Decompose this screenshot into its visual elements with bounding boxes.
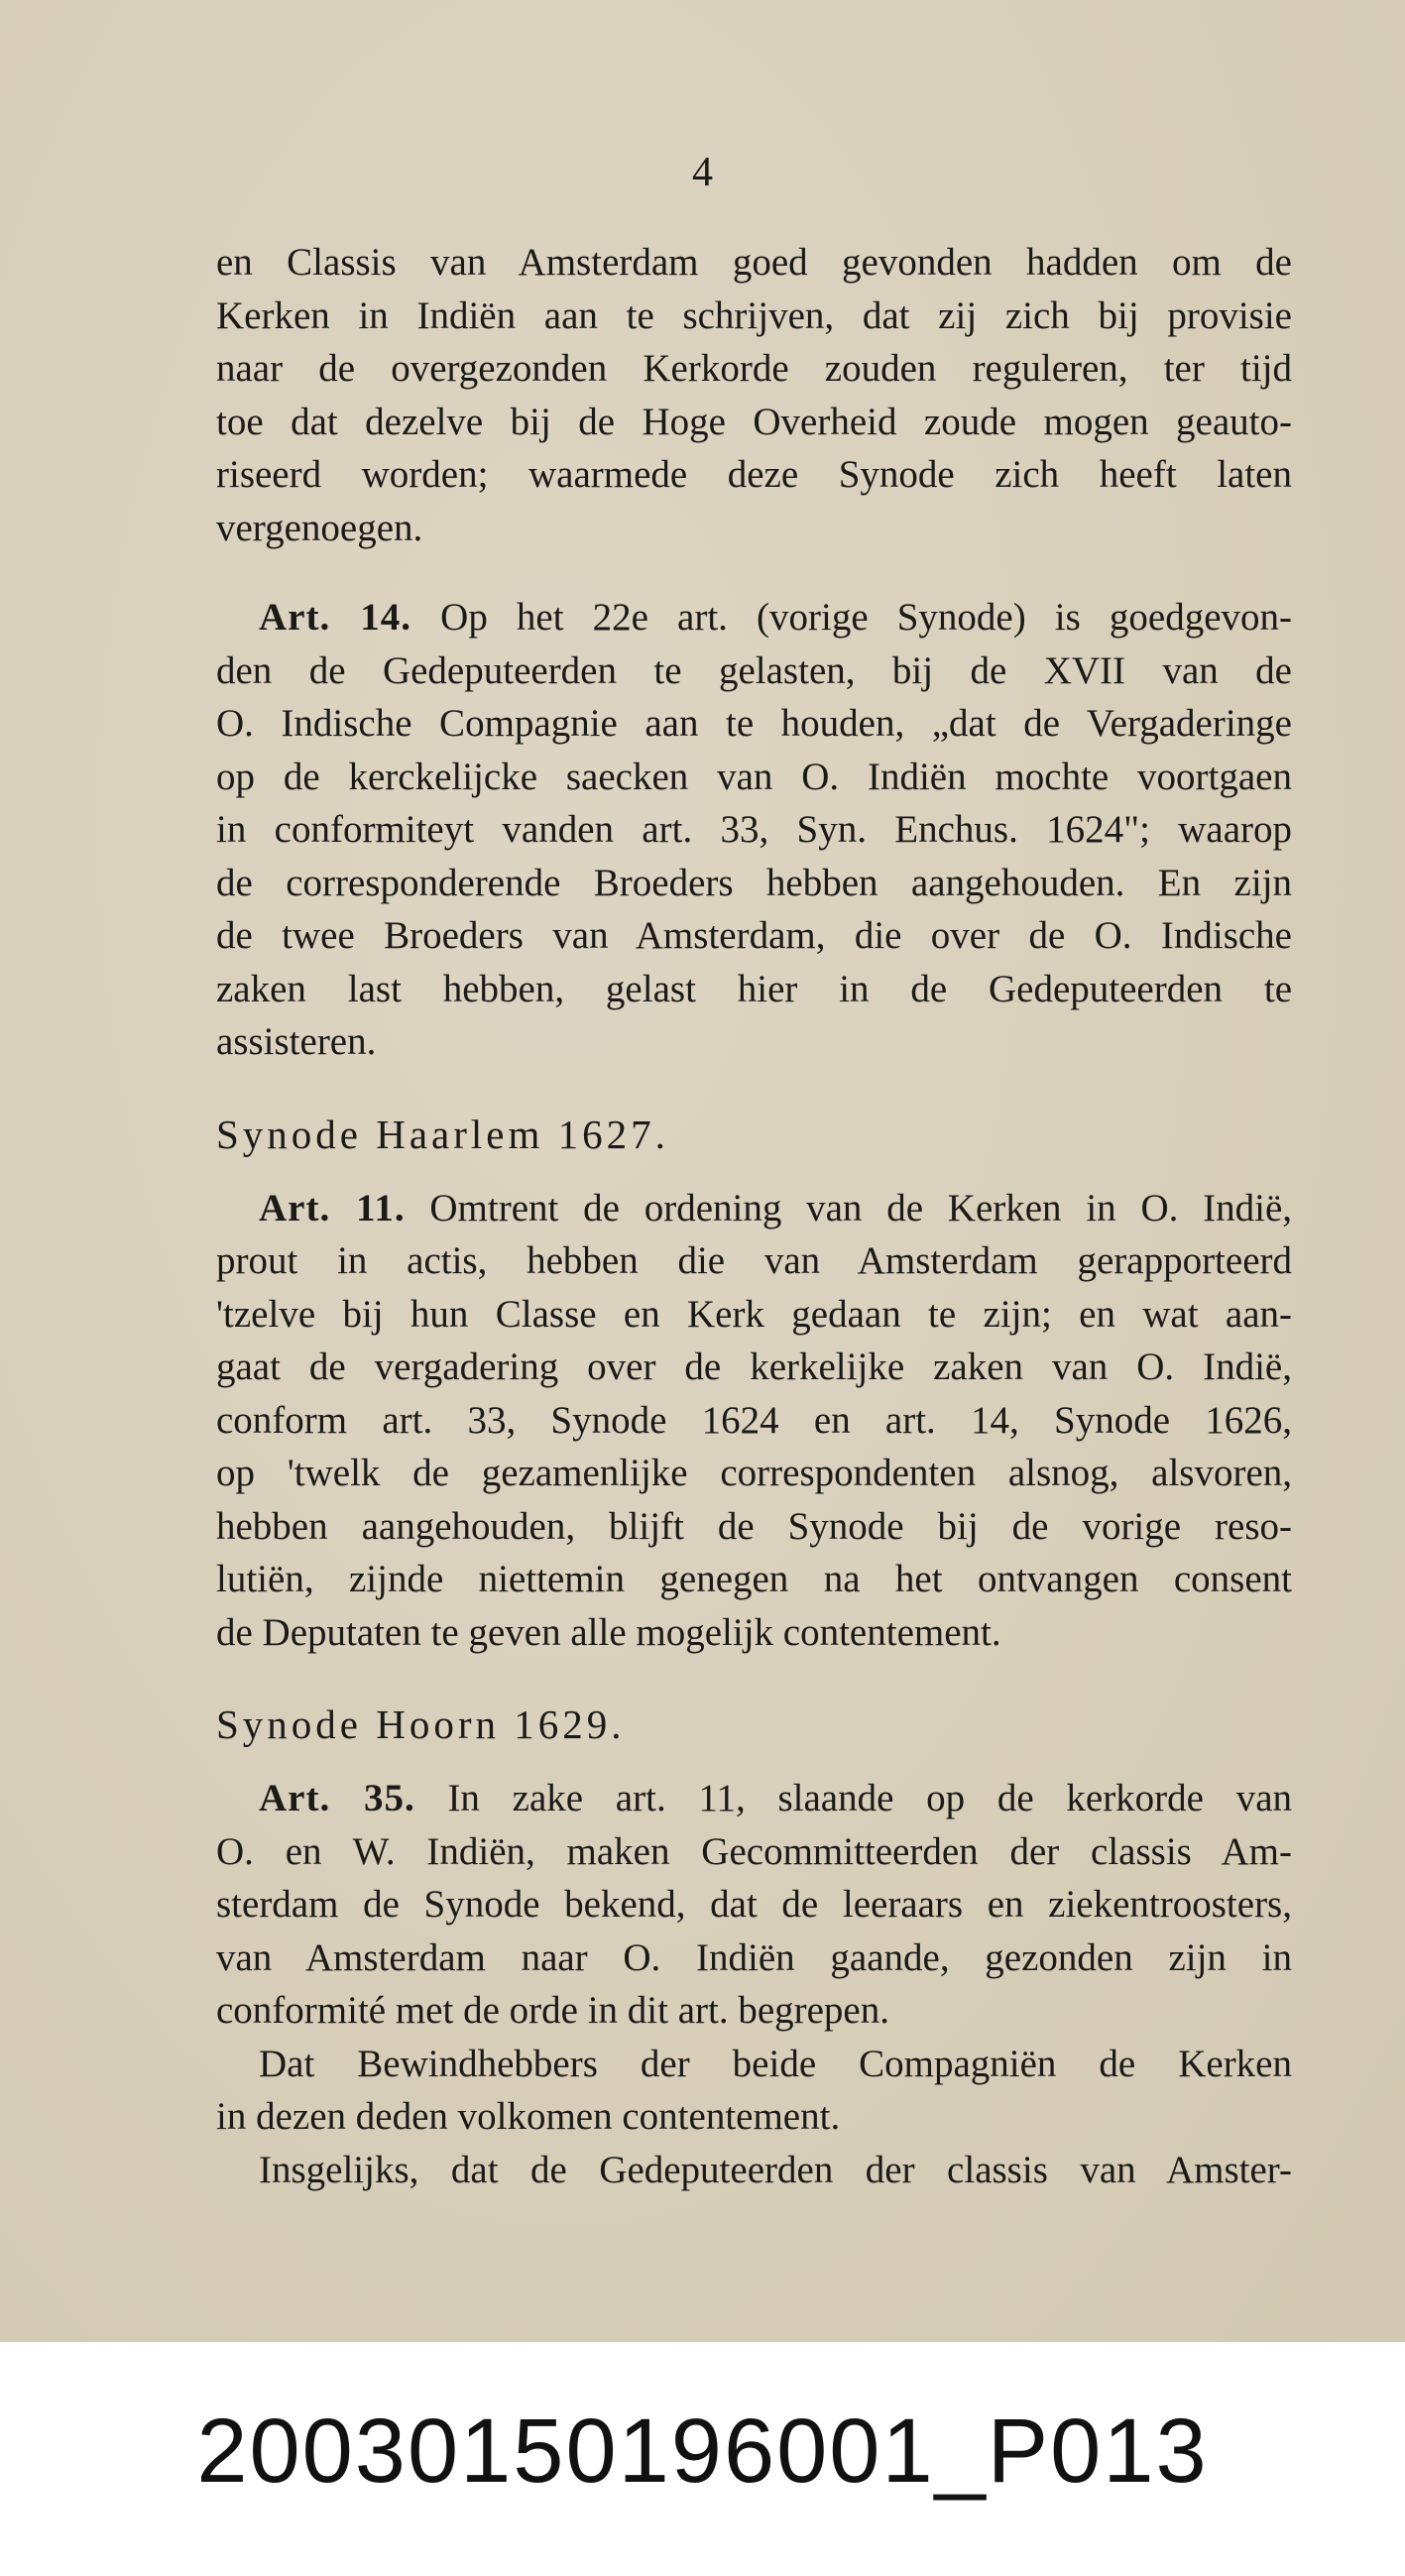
line-text: sterdam de Synode bekend, dat de leeraars en ziekentroosters, [216, 1883, 1292, 1926]
text-line [216, 697, 1292, 751]
article-number: Art. 14. [259, 596, 412, 639]
page-number: 4 [692, 150, 713, 195]
text-line [216, 963, 1292, 1016]
text-line [216, 290, 1292, 343]
line-text: naar de overgezonden Kerkorde zouden reguleren, ter tijd [216, 347, 1292, 390]
text-line [216, 1234, 1292, 1288]
text-line [216, 591, 1292, 644]
text-line [216, 2090, 1292, 2144]
text-line [216, 1878, 1292, 1932]
article-paragraph [216, 1182, 1292, 1660]
line-text: hebben aangehouden, blijft de Synode bij de vorige reso- [216, 1504, 1292, 1548]
text-line [216, 1341, 1292, 1394]
line-text: Op het 22e art. (vorige Synode) is goedgevon- [440, 596, 1293, 639]
text-line [216, 857, 1292, 910]
paragraph [216, 2144, 1292, 2197]
text-line [216, 1015, 1292, 1069]
line-text: Dat Bewindhebbers der beide Compagniën de Kerken [259, 2042, 1292, 2085]
text-line [216, 2144, 1292, 2197]
text-line [216, 448, 1292, 502]
line-text: gaat de vergadering over de kerkelijke zaken van O. Indië, [216, 1346, 1292, 1388]
text-line [216, 1288, 1292, 1342]
line-text: van Amsterdam naar O. Indiën gaande, gezonden zijn in [216, 1935, 1292, 1979]
line-text: 'tzelve bij hun Classe en Kerk gedaan te zijn; en wat aan- [216, 1292, 1292, 1336]
line-text: prout in actis, hebben die van Amsterdam gerapporteerd [216, 1239, 1292, 1282]
line-text: toe dat dezelve bij de Hoge Overheid zoude mogen geauto- [216, 400, 1292, 443]
text-line [216, 236, 1292, 290]
line-text: In zake art. 11, slaande op de kerkorde van [447, 1777, 1293, 1819]
line-text: de Deputaten te geven alle mogelijk contentement. [216, 1610, 1001, 1654]
page-body-text [216, 236, 1292, 2196]
line-text: op 'twelk de gezamenlijke correspondenten alsnog, alsvoren, [216, 1452, 1292, 1494]
line-text: op de kerckelijcke saecken van O. Indiën mochte voortgaen [216, 755, 1292, 798]
paragraph [216, 2038, 1292, 2144]
line-text: assisteren. [216, 1020, 377, 1063]
text-line [216, 803, 1292, 857]
line-text: zaken last hebben, gelast hier in de Gedeputeerden te [216, 967, 1292, 1010]
line-text: in conformiteyt vanden art. 33, Syn. Enchus. 1624"; waarop [216, 808, 1292, 851]
line-text: riseerd worden; waarmede deze Synode zich heeft laten [216, 453, 1292, 496]
line-text: den de Gedeputeerden te gelasten, bij de XVII van de [216, 648, 1292, 692]
line-text: de twee Broeders van Amsterdam, die over de O. Indische [216, 914, 1292, 957]
line-text: vergenoegen. [216, 506, 423, 549]
line-text: in dezen deden volkomen contentement. [216, 2095, 841, 2138]
paragraph [216, 236, 1292, 554]
line-text: lutiën, zijnde niettemin genegen na het ontvangen consent [216, 1558, 1292, 1600]
article-number: Art. 35. [259, 1777, 415, 1819]
text-line [216, 1825, 1292, 1879]
section-heading: Synode Haarlem 1627. [216, 1111, 669, 1157]
text-line [216, 909, 1292, 963]
text-line [216, 1447, 1292, 1500]
line-text: Kerken in Indiën aan te schrijven, dat zij zich bij provisie [216, 293, 1292, 337]
text-line [216, 2038, 1292, 2091]
text-line [216, 396, 1292, 449]
line-text: O. en W. Indiën, maken Gecommitteerden der classis Am- [216, 1829, 1292, 1873]
text-line [216, 1182, 1292, 1235]
line-text: conformité met de orde in dit art. begrepen. [216, 1989, 889, 2032]
article-paragraph [216, 591, 1292, 1069]
text-line [216, 342, 1292, 396]
text-line [216, 751, 1292, 804]
article-number: Art. 11. [259, 1186, 406, 1229]
text-line [216, 1772, 1292, 1825]
article-paragraph [216, 1772, 1292, 2038]
line-text: en Classis van Amsterdam goed gevonden hadden om de [216, 241, 1292, 284]
text-line [216, 1394, 1292, 1448]
scan-identifier: 20030150196001_P013 [196, 2400, 1209, 2502]
line-text: Omtrent de ordening van de Kerken in O. Indië, [429, 1186, 1293, 1229]
line-text: de corresponderende Broeders hebben aangehouden. En zijn [216, 861, 1292, 904]
section-heading: Synode Hoorn 1629. [216, 1701, 626, 1747]
line-text: Insgelijks, dat de Gedeputeerden der classis van Amster- [259, 2148, 1292, 2191]
line-text: O. Indische Compagnie aan te houden, „dat de Vergaderinge [216, 702, 1292, 745]
text-line [216, 502, 1292, 555]
text-line [216, 1553, 1292, 1606]
text-line [216, 1606, 1292, 1660]
text-line [216, 1984, 1292, 2038]
text-line [216, 644, 1292, 698]
line-text: conform art. 33, Synode 1624 en art. 14, Synode 1626, [216, 1398, 1292, 1442]
text-line [216, 1932, 1292, 1985]
text-line [216, 1500, 1292, 1554]
